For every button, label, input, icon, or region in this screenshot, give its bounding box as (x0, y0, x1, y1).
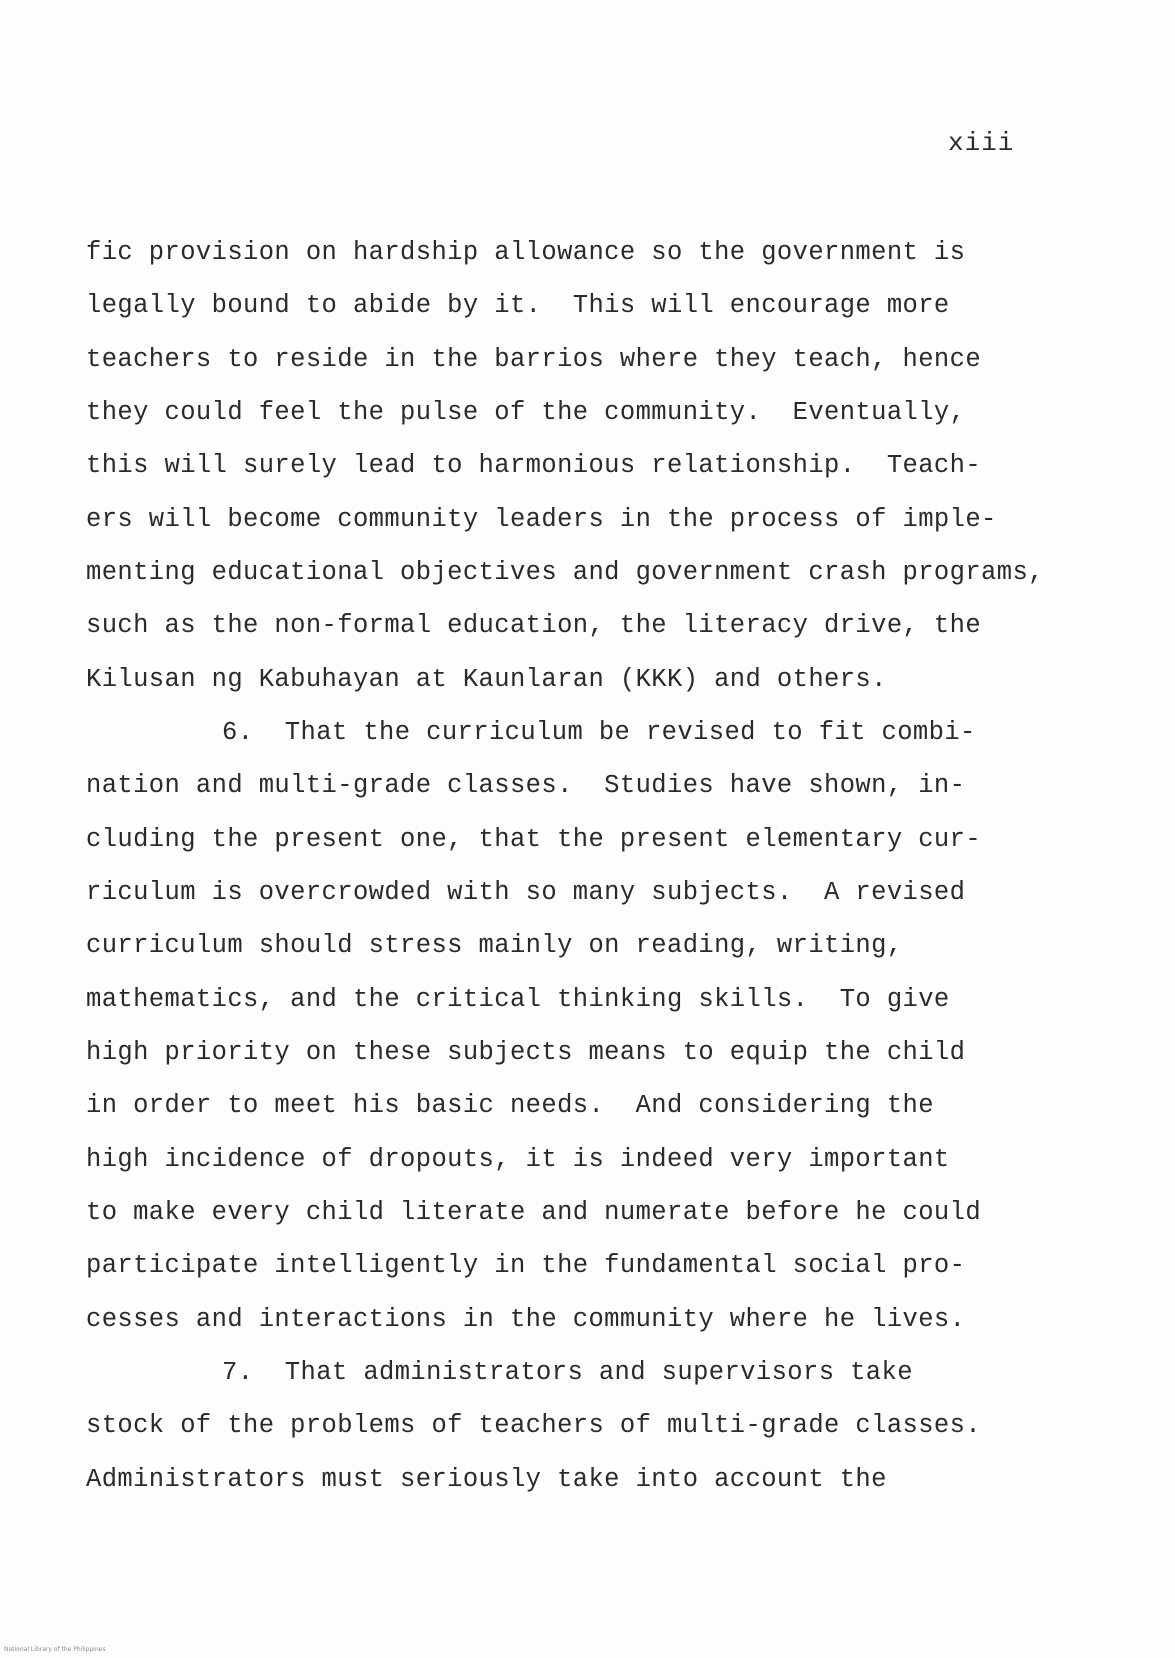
text-line: curriculum should stress mainly on reading, writing, (86, 931, 903, 960)
text-line: menting educational objectives and government crash programs, (86, 558, 1044, 587)
text-line: such as the non-formal education, the literacy drive, the (86, 611, 982, 640)
text-line: this will surely lead to harmonious relationship. Teach- (86, 451, 982, 480)
text-line: teachers to reside in the barrios where they teach, hence (86, 345, 982, 374)
text-line: stock of the problems of teachers of multi-grade classes. (86, 1411, 982, 1440)
paragraph-start-7: 7. That administrators and supervisors take (222, 1358, 913, 1387)
text-line: legally bound to abide by it. This will encourage more (86, 291, 950, 320)
text-line: they could feel the pulse of the community. Eventually, (86, 398, 966, 427)
text-line: fic provision on hardship allowance so the government is (86, 238, 966, 267)
text-line: cluding the present one, that the present elementary cur- (86, 825, 982, 854)
text-line: high priority on these subjects means to equip the child (86, 1038, 966, 1067)
text-line: nation and multi-grade classes. Studies have shown, in- (86, 771, 966, 800)
text-line: Kilusan ng Kabuhayan at Kaunlaran (KKK) and others. (86, 665, 887, 694)
text-line: Administrators must seriously take into account the (86, 1465, 887, 1494)
text-line: to make every child literate and numerate before he could (86, 1198, 982, 1227)
archive-stamp: National Library of the Philippines (4, 1646, 106, 1653)
text-line: ers will become community leaders in the process of imple- (86, 505, 997, 534)
text-line: riculum is overcrowded with so many subjects. A revised (86, 878, 966, 907)
text-line: mathematics, and the critical thinking skills. To give (86, 985, 950, 1014)
page-number: xiii (948, 128, 1015, 158)
text-line: participate intelligently in the fundamental social pro- (86, 1251, 966, 1280)
text-line: in order to meet his basic needs. And considering the (86, 1091, 934, 1120)
text-line: cesses and interactions in the community where he lives. (86, 1305, 966, 1334)
paragraph-start-6: 6. That the curriculum be revised to fit combi- (222, 718, 976, 747)
text-line: high incidence of dropouts, it is indeed very important (86, 1145, 950, 1174)
